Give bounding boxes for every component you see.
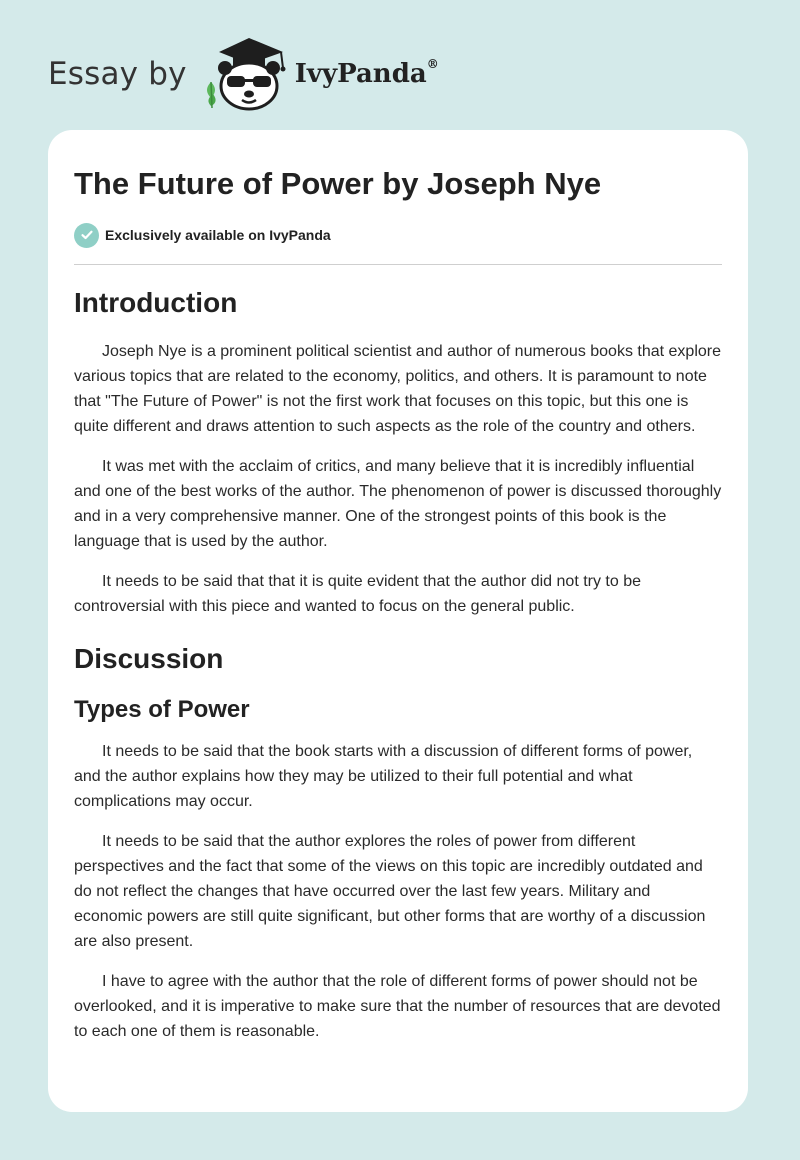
introduction-section bbox=[74, 285, 722, 619]
badge-label: Exclusively available on IvyPanda bbox=[105, 227, 331, 243]
paragraph: Joseph Nye is a prominent political scientist and author of numerous books that explore various topics that are related to the economy, politics, and others. It is paramount to note that "The Future of Power" is not the first work that focuses on this topic, but this one is quite different and draws attention to such aspects as the role of the country and others. bbox=[74, 343, 722, 435]
brand-name: IvyPanda® bbox=[294, 57, 439, 89]
paragraph: It needs to be said that the book starts with a discussion of different forms of power, and the author explains how they may be utilized to their full potential and what complications may occur. bbox=[74, 743, 693, 810]
divider bbox=[74, 264, 722, 265]
brand-header bbox=[48, 34, 439, 114]
essay-card bbox=[48, 130, 748, 1112]
types-of-power-heading: Types of Power bbox=[74, 696, 250, 723]
paragraph: It needs to be said that that it is quite evident that the author did not try to be controversial with this piece and wanted to focus on the general public. bbox=[74, 573, 642, 615]
paragraph: I have to agree with the author that the role of different forms of power should not be overlooked, and it is imperative to make sure that the number of resources that are devoted to each one of them is reasonable. bbox=[74, 973, 721, 1040]
paragraph: It needs to be said that the author explores the roles of power from different perspectives and the fact that some of the views on this topic are incredibly outdated and do not reflect the changes that have occurred over the last few years. Military and economic powers are still quite significant, but other forms that are worthy of a discussion are also present. bbox=[74, 833, 706, 950]
check-circle-icon bbox=[74, 223, 99, 248]
paragraph: It was met with the acclaim of critics, and many believe that it is incredibly influential and one of the best works of the author. The phenomenon of power is discussed thoroughly and in a very comprehensive manner. One of the strongest points of this book is the language that is used by the author. bbox=[74, 458, 722, 550]
page-title: The Future of Power by Joseph Nye bbox=[74, 166, 602, 201]
brand-prefix: Essay by bbox=[48, 56, 187, 92]
discussion-heading: Discussion bbox=[74, 643, 224, 674]
introduction-heading: Introduction bbox=[74, 287, 238, 318]
discussion-section bbox=[74, 641, 722, 1044]
panda-logo-icon bbox=[201, 34, 293, 114]
exclusive-badge bbox=[74, 222, 722, 248]
